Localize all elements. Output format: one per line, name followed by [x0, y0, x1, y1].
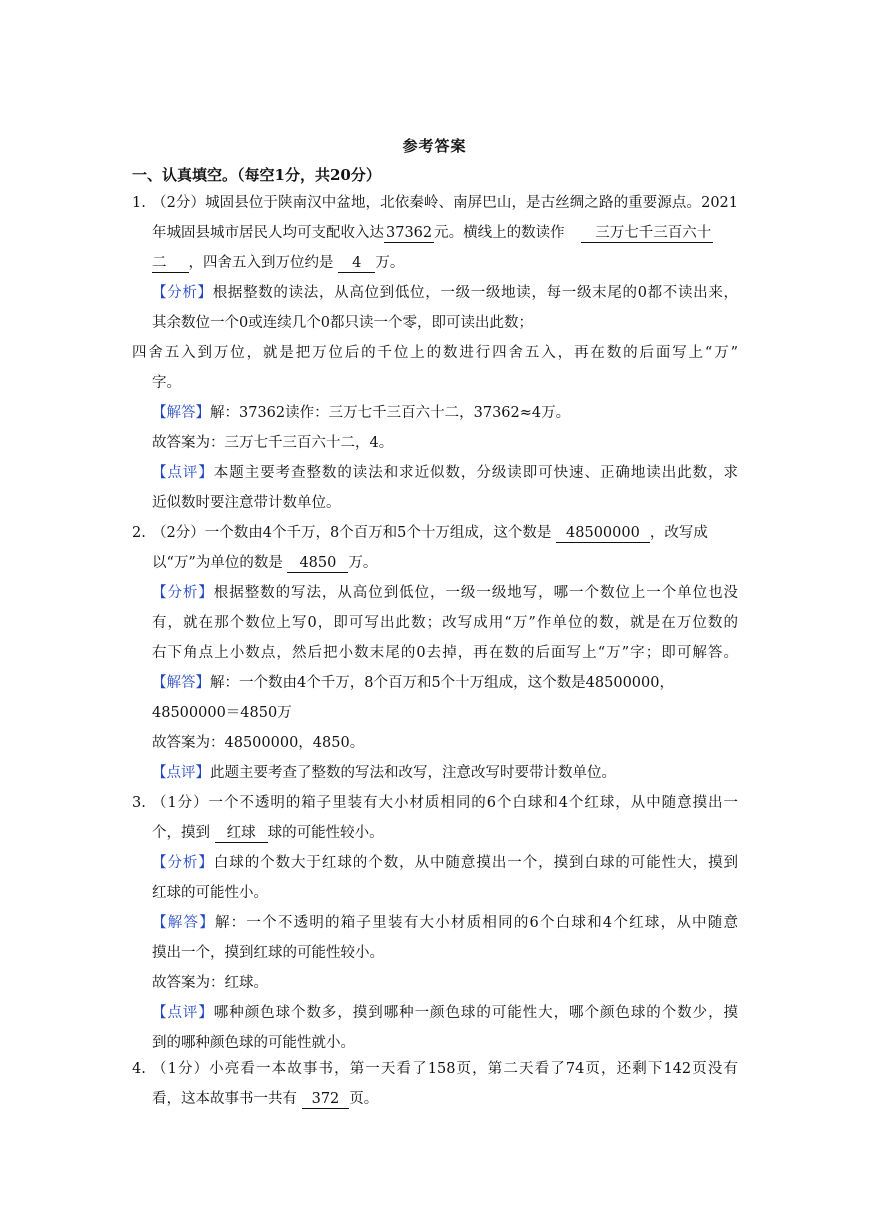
- answer-blank: 372: [302, 1090, 350, 1109]
- question-number: 1.: [132, 195, 146, 211]
- analysis-tag: 【分析】: [152, 855, 214, 871]
- stem-line: 年城固县城市居民人均可支配收入达 37362 元。横线上的数读作 三万七千三百六十: [152, 225, 712, 241]
- answer-line: 故答案为：48500000，4850。: [152, 735, 365, 751]
- answer-blank: 红球: [215, 824, 268, 843]
- stem-line: 看，这本故事书一共有 372 页。: [152, 1091, 379, 1107]
- question-1: [132, 188, 738, 518]
- answer-blank: 4: [338, 254, 375, 273]
- solution-line: 摸出一个，摸到红球的可能性较小。: [152, 945, 384, 961]
- comment-tag: 【点评】: [152, 765, 210, 781]
- comment-line: 近似数时要注意带计数单位。: [152, 495, 341, 511]
- stem-line: 个，摸到 红球 球的可能性较小。: [152, 825, 384, 841]
- comment-line: 【点评】本题主要考查整数的读法和求近似数，分级读即可快速、正确地读出此数，求: [152, 465, 739, 481]
- question-number: 4.: [132, 1061, 146, 1077]
- stem-line: （2分）城固县位于陕南汉中盆地，北依秦岭、南屏巴山，是古丝绸之路的重要源点。2021: [152, 195, 738, 211]
- answer-line: 故答案为：三万七千三百六十二，4。: [152, 435, 394, 451]
- answer-blank: 48500000: [556, 524, 650, 543]
- income-value: 37362: [386, 225, 433, 241]
- analysis-line: 有，就在那个数位上写0，即可写出此数；改写成用“万”作单位的数，就是在万位数的: [152, 615, 738, 631]
- stem-line: （2分）一个数由4个千万，8个百万和5个十万组成，这个数是 48500000 ，改写成: [152, 525, 708, 541]
- comment-tag: 【点评】: [152, 1005, 214, 1021]
- solution-tag: 【解答】: [152, 405, 210, 421]
- solution-line: 【解答】解：一个不透明的箱子里装有大小材质相同的6个白球和4个红球，从中随意: [152, 915, 739, 931]
- solution-line: 48500000＝4850万: [152, 705, 292, 721]
- question-number: 2.: [132, 525, 146, 541]
- answer-line: 故答案为：红球。: [152, 975, 268, 991]
- analysis-line: 【分析】白球的个数大于红球的个数，从中随意摸出一个，摸到白球的可能性大，摸到: [152, 855, 739, 871]
- question-3: [132, 788, 738, 1058]
- analysis-line: 其余数位一个0或连续几个0都只读一个零，即可读出此数；: [152, 315, 533, 331]
- comment-line: 到的哪种颜色球的可能性就小。: [152, 1035, 355, 1051]
- analysis-tag: 【分析】: [152, 285, 213, 301]
- comment-tag: 【点评】: [152, 465, 214, 481]
- answer-blank: 4850: [287, 554, 348, 573]
- analysis-line: 【分析】根据整数的写法，从高位到低位，一级一级地写，哪一个数位上一个单位也没: [152, 585, 739, 601]
- analysis-line: 右下角点上小数点，然后把小数末尾的0去掉，再在数的后面写上“万”字；即可解答。: [152, 645, 738, 661]
- page-title: 参考答案: [402, 137, 467, 155]
- answer-blank: 三万七千三百六十: [581, 224, 713, 243]
- answer-blank: 二: [152, 254, 189, 273]
- solution-line: 【解答】解：一个数由4个千万，8个百万和5个十万组成，这个数是48500000，: [152, 675, 674, 691]
- question-number: 3.: [132, 795, 146, 811]
- stem-line: 二 ，四舍五入到万位约是 4 万。: [152, 255, 405, 271]
- comment-line: 【点评】此题主要考查了整数的写法和改写，注意改写时要带计数单位。: [152, 765, 616, 781]
- solution-tag: 【解答】: [152, 915, 215, 931]
- analysis-line: 红球的可能性小。: [152, 885, 268, 901]
- comment-line: 【点评】哪种颜色球个数多，摸到哪种一颜色球的可能性大，哪个颜色球的个数少，摸: [152, 1005, 739, 1021]
- analysis-tag: 【分析】: [152, 585, 214, 601]
- solution-line: 【解答】解：37362读作：三万七千三百六十二，37362≈4万。: [152, 405, 571, 421]
- solution-tag: 【解答】: [152, 675, 210, 691]
- question-2: [132, 518, 738, 788]
- section-heading: 一、认真填空。（每空1分，共20分）: [132, 166, 381, 184]
- analysis-line: 【分析】根据整数的读法，从高位到低位，一级一级地读，每一级末尾的0都不读出来，: [152, 285, 738, 301]
- stem-line: （1分）小亮看一本故事书，第一天看了158页，第二天看了74页，还剩下142页没有: [152, 1061, 738, 1077]
- stem-line: 以“万”为单位的数是 4850 万。: [152, 555, 378, 571]
- stem-line: （1分）一个不透明的箱子里装有大小材质相同的6个白球和4个红球，从中随意摸出一: [152, 795, 738, 811]
- analysis-line: 字。: [152, 375, 181, 391]
- analysis-line: 四舍五入到万位，就是把万位后的千位上的数进行四舍五入，再在数的后面写上“万”: [132, 345, 738, 361]
- question-4: [132, 1054, 738, 1114]
